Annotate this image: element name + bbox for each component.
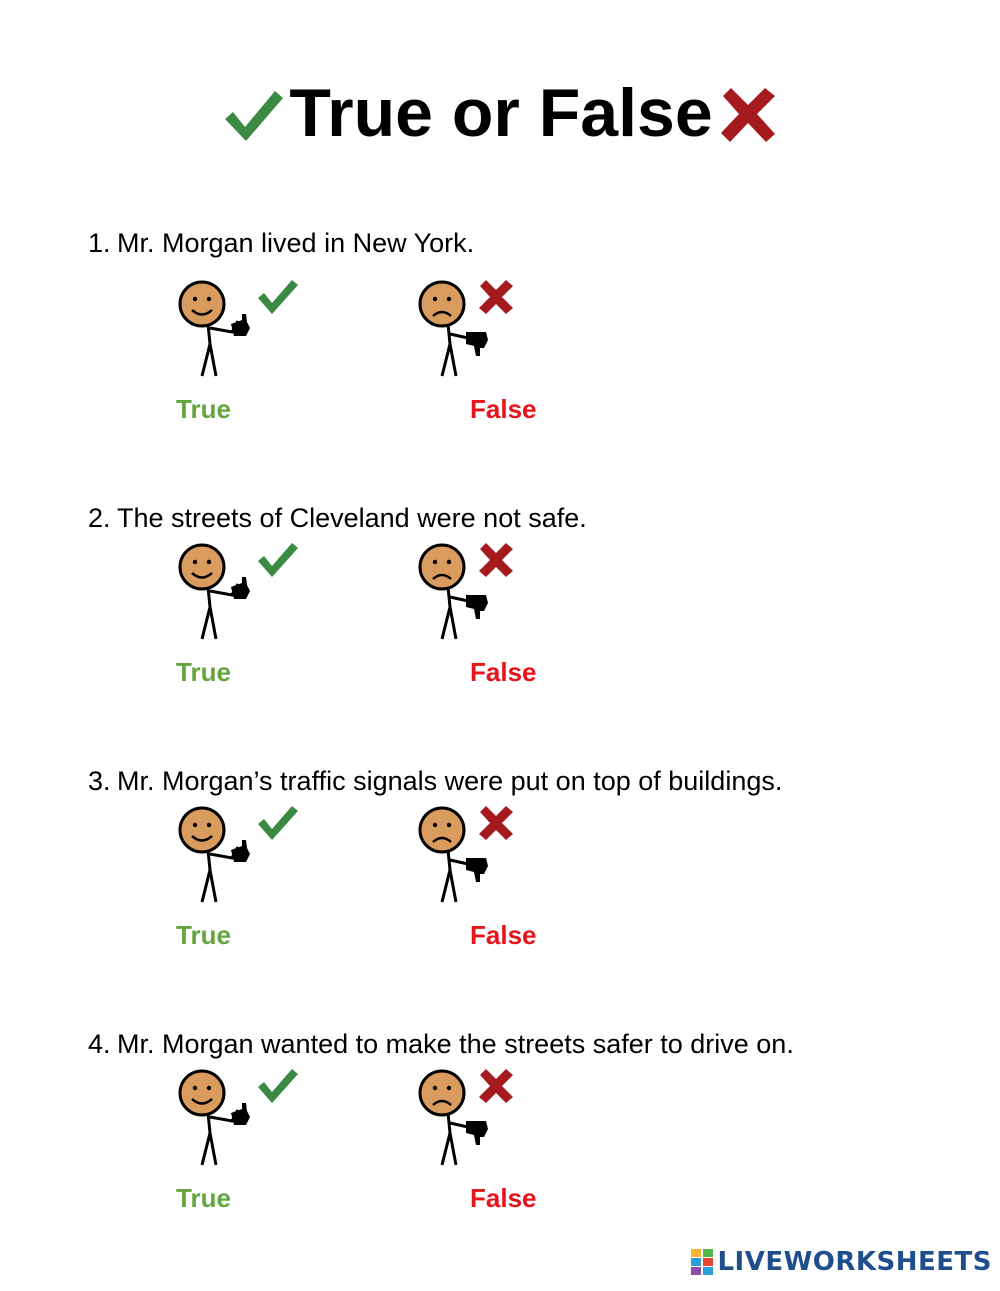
thumbs-down-sad-icon (416, 539, 541, 643)
true-option[interactable] (176, 539, 336, 689)
question-1 (0, 228, 1000, 468)
false-option[interactable] (416, 802, 576, 952)
question-2 (0, 503, 1000, 743)
question-number: 2. (88, 503, 111, 533)
brand-name: LIVEWORKSHEETS (717, 1247, 992, 1277)
question-text: Mr. Morgan’s traffic signals were put on top of buildings. (117, 766, 783, 796)
true-label: True (176, 657, 231, 687)
question-text: Mr. Morgan wanted to make the streets safer to drive on. (117, 1029, 794, 1059)
question-3 (0, 766, 1000, 1006)
thumbs-down-sad-icon (416, 1065, 541, 1169)
thumbs-up-happy-icon (176, 1065, 301, 1169)
green-check-icon (221, 85, 285, 147)
question-text: The streets of Cleveland were not safe. (117, 503, 587, 533)
question-text: Mr. Morgan lived in New York. (117, 228, 475, 258)
false-option[interactable] (416, 276, 576, 426)
true-label: True (176, 1183, 231, 1213)
thumbs-down-sad-icon (416, 276, 541, 380)
true-label: True (176, 394, 231, 424)
red-x-icon (717, 84, 779, 146)
thumbs-down-sad-icon (416, 802, 541, 906)
false-label: False (470, 1183, 537, 1213)
false-label: False (470, 394, 537, 424)
true-option[interactable] (176, 802, 336, 952)
true-option[interactable] (176, 276, 336, 426)
question-4 (0, 1029, 1000, 1269)
title-text: True or False (289, 75, 713, 151)
question-number: 1. (88, 228, 111, 258)
false-option[interactable] (416, 539, 576, 689)
false-label: False (470, 657, 537, 687)
question-number: 4. (88, 1029, 111, 1059)
false-label: False (470, 920, 537, 950)
true-label: True (176, 920, 231, 950)
liveworksheets-logo (691, 1247, 992, 1277)
thumbs-up-happy-icon (176, 539, 301, 643)
question-number: 3. (88, 766, 111, 796)
true-option[interactable] (176, 1065, 336, 1215)
page-title (0, 68, 1000, 158)
thumbs-up-happy-icon (176, 802, 301, 906)
false-option[interactable] (416, 1065, 576, 1215)
thumbs-up-happy-icon (176, 276, 301, 380)
liveworksheets-logo-icon (691, 1249, 713, 1275)
